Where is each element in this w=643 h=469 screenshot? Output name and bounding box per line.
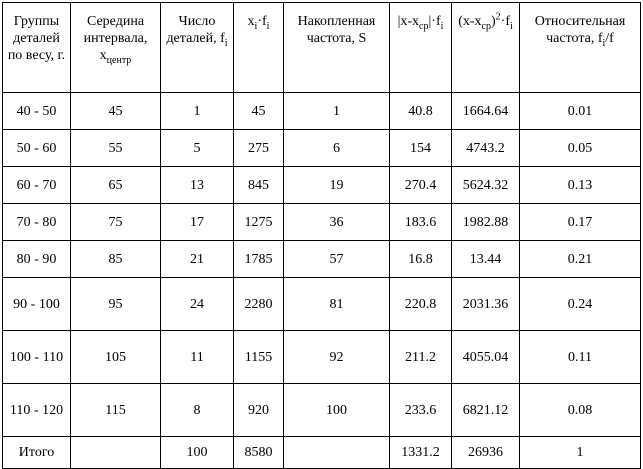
cell-sq: 4055.04 [452,331,520,384]
cell-mid: 65 [71,167,161,204]
cell-rel: 0.21 [520,241,641,278]
cell-sq: 6821.12 [452,384,520,437]
table-row [3,167,641,204]
cell-xf: 1155 [234,331,284,384]
cell-s: 81 [284,278,390,331]
cell-abs: 16.8 [390,241,452,278]
total-sq: 26936 [452,437,520,469]
cell-mid: 95 [71,278,161,331]
cell-group: 40 - 50 [3,93,71,130]
table-row [3,241,641,278]
cell-rel: 0.11 [520,331,641,384]
cell-s: 100 [284,384,390,437]
cell-f: 8 [161,384,234,437]
cell-abs: 154 [390,130,452,167]
table-row [3,331,641,384]
header-xf: $x_i\cdot f_i$ [234,3,284,93]
cell-group: 90 - 100 [3,278,71,331]
cell-f: 11 [161,331,234,384]
cell-sq: 4743.2 [452,130,520,167]
cell-sq: 13.44 [452,241,520,278]
cell-rel: 0.08 [520,384,641,437]
cell-sq: 1664.64 [452,93,520,130]
cell-xf: 2280 [234,278,284,331]
cell-s: 92 [284,331,390,384]
header-squared-deviation: $(x-x_{ср})^2\cdot f_i$ [452,3,520,93]
cell-mid: 55 [71,130,161,167]
cell-rel: 0.24 [520,278,641,331]
table-row [3,130,641,167]
cell-abs: 40.8 [390,93,452,130]
cell-xf: 845 [234,167,284,204]
cell-rel: 0.05 [520,130,641,167]
total-abs: 1331.2 [390,437,452,469]
cell-group: 100 - 110 [3,331,71,384]
cell-xf: 275 [234,130,284,167]
header-count: Число деталей, $f_i$ [161,3,234,93]
cell-rel: 0.13 [520,167,641,204]
cell-f: 1 [161,93,234,130]
cell-s: 36 [284,204,390,241]
cell-abs: 270.4 [390,167,452,204]
cell-rel: 0.17 [520,204,641,241]
cell-mid: 115 [71,384,161,437]
cell-xf: 920 [234,384,284,437]
total-cumulative [284,437,390,469]
cell-group: 50 - 60 [3,130,71,167]
total-row [3,437,641,469]
cell-f: 17 [161,204,234,241]
header-relative-frequency: Относительная частота, $f_i/f$ [520,3,641,93]
header-row [3,3,641,93]
cell-abs: 220.8 [390,278,452,331]
cell-abs: 233.6 [390,384,452,437]
total-count: 100 [161,437,234,469]
cell-abs: 183.6 [390,204,452,241]
total-mid [71,437,161,469]
cell-group: 110 - 120 [3,384,71,437]
cell-f: 13 [161,167,234,204]
cell-mid: 85 [71,241,161,278]
statistics-table [2,2,641,469]
table-row [3,278,641,331]
total-rel: 1 [520,437,641,469]
table-row [3,204,641,241]
cell-s: 57 [284,241,390,278]
header-abs-deviation: $|x-x_{ср}|\cdot f_i$ [390,3,452,93]
cell-sq: 2031.36 [452,278,520,331]
header-mid: Середина интервала, $x_{центр}$ [71,3,161,93]
cell-group: 80 - 90 [3,241,71,278]
cell-group: 60 - 70 [3,167,71,204]
table-row [3,93,641,130]
cell-xf: 1785 [234,241,284,278]
cell-s: 1 [284,93,390,130]
cell-mid: 75 [71,204,161,241]
header-cumulative: Накопленная частота, S [284,3,390,93]
table-row [3,384,641,437]
cell-f: 24 [161,278,234,331]
cell-s: 6 [284,130,390,167]
cell-group: 70 - 80 [3,204,71,241]
cell-mid: 45 [71,93,161,130]
total-label: Итого [3,437,71,469]
cell-s: 19 [284,167,390,204]
cell-f: 21 [161,241,234,278]
cell-sq: 5624.32 [452,167,520,204]
cell-mid: 105 [71,331,161,384]
cell-sq: 1982.88 [452,204,520,241]
cell-f: 5 [161,130,234,167]
cell-xf: 45 [234,93,284,130]
cell-xf: 1275 [234,204,284,241]
cell-rel: 0.01 [520,93,641,130]
header-group: Группы деталей по весу, г. [3,3,71,93]
total-xf: 8580 [234,437,284,469]
cell-abs: 211.2 [390,331,452,384]
